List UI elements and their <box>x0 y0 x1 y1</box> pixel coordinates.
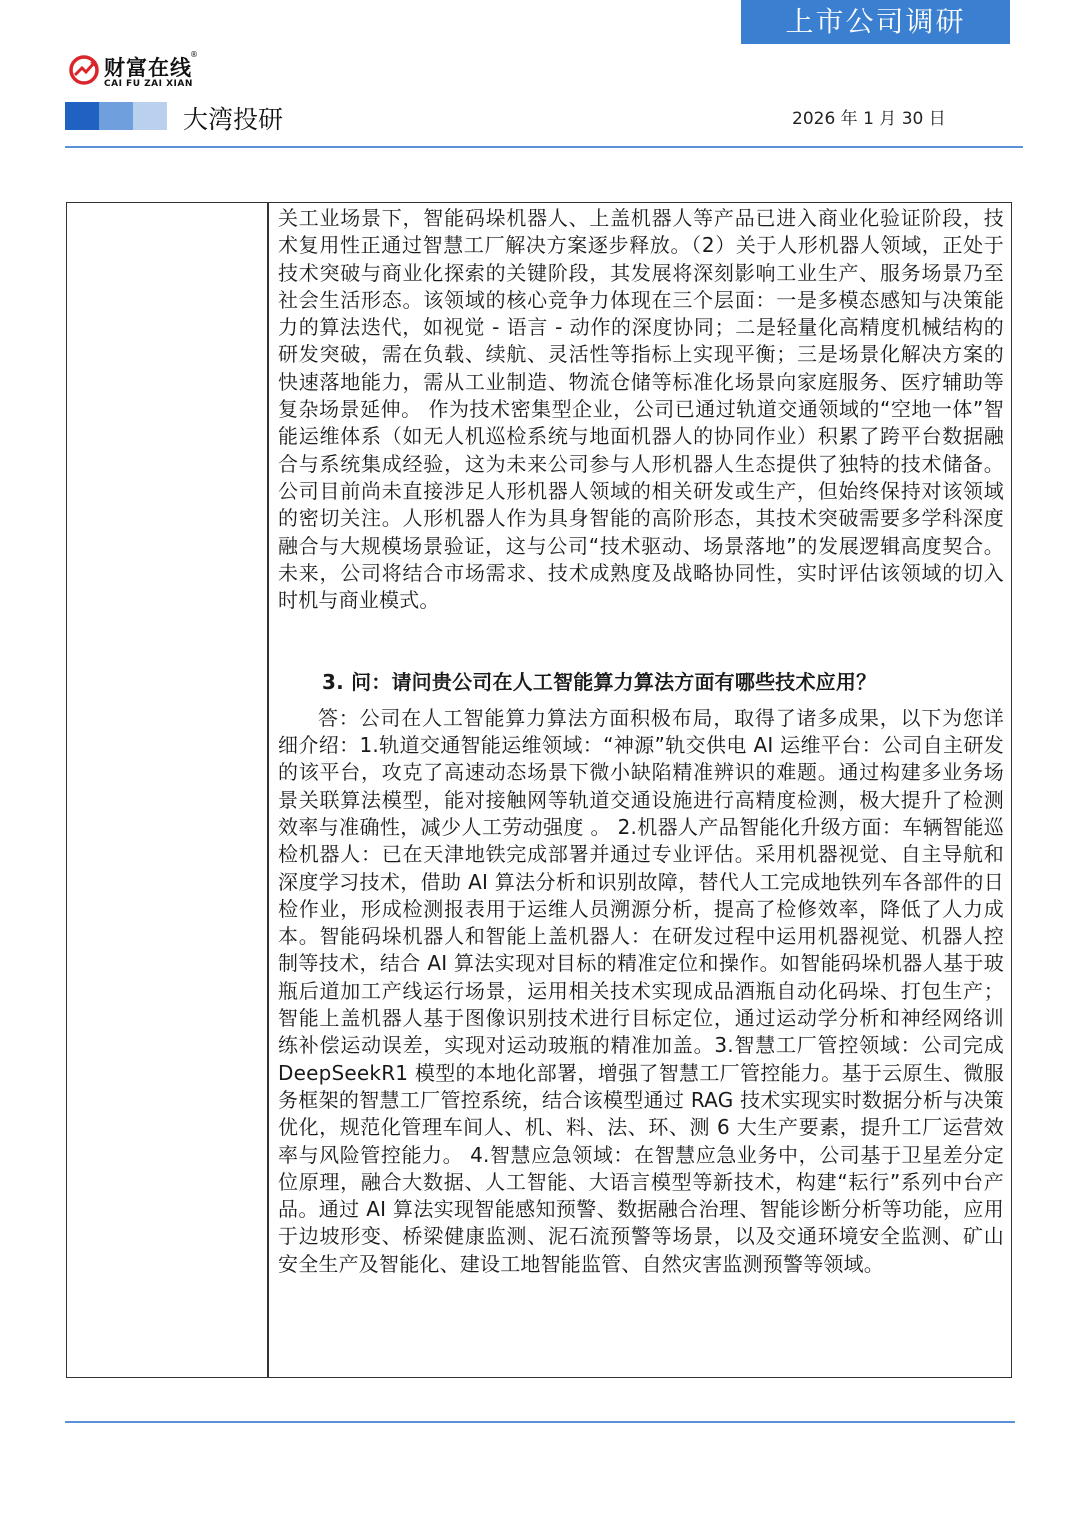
logo-pinyin-text: CAI FU ZAI XIAN <box>104 79 193 89</box>
caifuzaixian-logo <box>68 52 218 92</box>
report-date: 2026 年 1 月 30 日 <box>792 109 946 129</box>
logo-registered-mark: ® <box>190 50 198 59</box>
question-heading: 3. 问：请问贵公司在人工智能算力算法方面有哪些技术应用？ <box>322 670 877 695</box>
answer-paragraph: 答：公司在人工智能算力算法方面积极布局，取得了诸多成果，以下为您详细介绍：1.轨道交通智能运维领域：“神源”轨交供电 AI 运维平台：公司自主研发的该平台，攻克了高速动态场景下微小缺陷精准辨识的难题。通过构建多业务场景关联算法模型，能对接触网等轨道交通设施进行高精度检测，极大提升了检测效率与准确性，减少人工劳动强度 。 2.机器人产品智能化升级方面：车辆智能巡检机器人：已在天津地铁完成部署并通过专业评估。采用机器视觉、自主导航和深度学习技术，借助 AI 算法分析和识别故障，替代人工完成地铁列车各部件的日检作业，形成检测报表用于运维人员溯源分析，提高了检修效率，降低了人力成本。智能码垛机器人和智能上盖机器人：在研发过程中运用机器视觉、机器人控制等技术，结合 AI 算法实现对目标的精准定位和操作。如智能码垛机器人基于玻瓶后道加工产线运行场景，运用相关技术实现成品酒瓶自动化码垛、打包生产；智能上盖机器人基于图像识别技术进行目标定位，通过运动学分析和神经网络训练补偿运动误差，实现对运动玻瓶的精准加盖。3.智慧工厂管控领域：公司完成 DeepSeekR1 模型的本地化部署，增强了智慧工厂管控能力。基于云原生、微服务框架的智慧工厂管控系统，结合该模型通过 RAG 技术实现实时数据分析与决策优化，规范化管理车间人、机、料、法、环、测 6 大生产要素，提升工厂运营效率与风险管控能力。 4.智慧应急领域：在智慧应急业务中，公司基于卫星差分定位原理，融合大数据、人工智能、大语言模型等新技术，构建“耘行”系列中台产品。通过 AI 算法实现智能感知预警、数据融合治理、智能诊断分析等功能，应用于边坡形变、桥梁健康监测、泥石流预警等场景，以及交通环境安全监测、矿山安全生产及智能化、建设工地智能监管、自然灾害监测预警等领域。 <box>278 705 1004 1276</box>
header-block-mid <box>99 102 133 130</box>
qa-content-cell <box>278 205 1004 1278</box>
answer-continuation-paragraph: 关工业场景下，智能码垛机器人、上盖机器人等产品已进入商业化验证阶段，技术复用性正通过智慧工厂解决方案逐步释放。（2）关于人形机器人领域，正处于技术突破与商业化探索的关键阶段，其发展将深刻影响工业生产、服务场景乃至社会生活形态。该领域的核心竞争力体现在三个层面：一是多模态感知与决策能力的算法迭代，如视觉 - 语言 - 动作的深度协同；二是轻量化高精度机械结构的研发突破，需在负载、续航、灵活性等指标上实现平衡；三是场景化解决方案的快速落地能力，需从工业制造、物流仓储等标准化场景向家庭服务、医疗辅助等复杂场景延伸。 作为技术密集型企业，公司已通过轨道交通领域的“空地一体”智能运维体系（如无人机巡检系统与地面机器人的协同作业）积累了跨平台数据融合与系统集成经验，这为未来公司参与人形机器人生态提供了独特的技术储备。公司目前尚未直接涉足人形机器人领域的相关研发或生产，但始终保持对该领域的密切关注。人形机器人作为具身智能的高阶形态，其技术突破需要多学科深度融合与大规模场景验证，这与公司“技术驱动、场景落地”的发展逻辑高度契合。未来，公司将结合市场需求、技术成熟度及战略协同性，实时评估该领域的切入时机与商业模式。 <box>278 206 1004 613</box>
logo-chinese-text: 财富在线 <box>104 56 192 80</box>
report-type-banner: 上市公司调研 <box>741 0 1010 44</box>
header-rule <box>65 146 1023 148</box>
footer-rule <box>65 1421 1015 1423</box>
qa-table <box>66 202 1012 1378</box>
table-column-divider <box>267 203 269 1377</box>
logo-circle-icon <box>68 54 100 86</box>
header-block-light <box>133 102 167 130</box>
header-block-dark <box>65 102 99 130</box>
column-title: 大湾投研 <box>183 105 284 134</box>
